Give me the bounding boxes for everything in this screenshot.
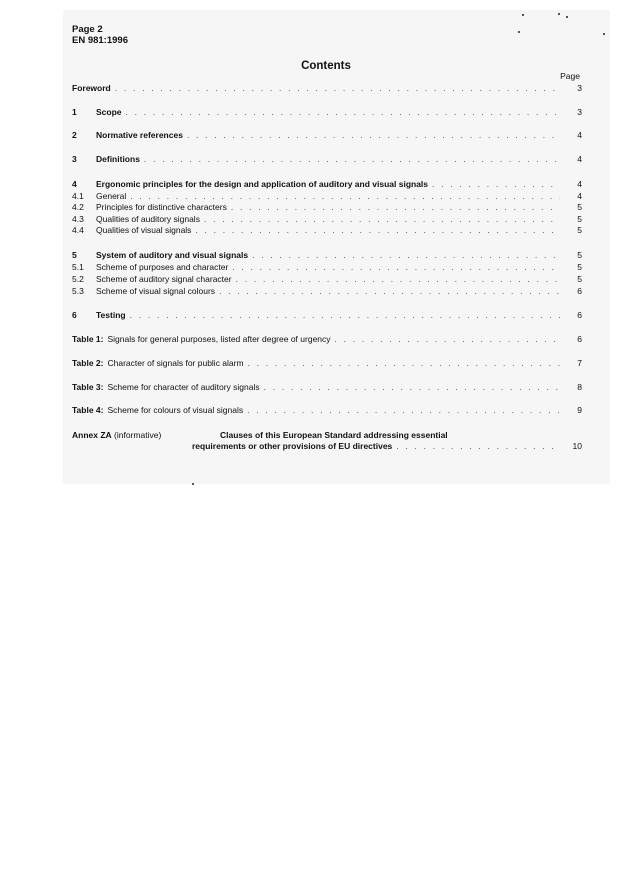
dot-leader bbox=[396, 440, 560, 452]
toc-entry-number: 5 bbox=[72, 250, 77, 260]
table-page: 7 bbox=[577, 358, 582, 368]
toc-table-1[interactable] bbox=[72, 333, 582, 345]
toc-entry-number: 6 bbox=[72, 310, 77, 320]
dot-leader bbox=[264, 381, 560, 393]
toc-entry-page: 5 bbox=[577, 274, 582, 284]
scan-speck bbox=[603, 33, 605, 35]
toc-entry-page: 3 bbox=[577, 83, 582, 93]
toc-entry-foreword[interactable] bbox=[72, 82, 582, 94]
toc-table-2[interactable] bbox=[72, 357, 582, 369]
toc-entry-page: 5 bbox=[577, 262, 582, 272]
toc-entry-title: Qualities of auditory signals bbox=[96, 214, 200, 224]
toc-entry-number: 4.4 bbox=[72, 225, 84, 235]
toc-entry-purposes-character[interactable] bbox=[72, 261, 582, 273]
toc-entry-title: Ergonomic principles for the design and application of auditory and visual signals bbox=[96, 179, 429, 189]
toc-entry-title: Normative references bbox=[96, 130, 183, 140]
toc-entry-number: 2 bbox=[72, 130, 77, 140]
page-number-header: Page 2 bbox=[72, 24, 103, 35]
table-title: Scheme for character of auditory signals bbox=[107, 382, 260, 392]
toc-entry-title: Principles for distinctive characters bbox=[96, 202, 227, 212]
dot-leader bbox=[231, 201, 560, 213]
toc-entry-number: 3 bbox=[72, 154, 77, 164]
annex-title-line-2: requirements or other provisions of EU directives bbox=[192, 441, 393, 451]
annex-type: (informative) bbox=[114, 430, 162, 440]
annex-title-line-2-row bbox=[192, 440, 582, 452]
scan-speck bbox=[518, 31, 520, 33]
table-title: Scheme for colours of visual signals bbox=[107, 405, 244, 415]
table-title: Character of signals for public alarm bbox=[107, 358, 244, 368]
table-label: Table 1: bbox=[72, 334, 104, 344]
toc-entry-visual-qualities[interactable] bbox=[72, 224, 582, 236]
toc-entry-number: 4.1 bbox=[72, 191, 84, 201]
scan-speck bbox=[192, 483, 194, 485]
toc-entry-page: 4 bbox=[577, 179, 582, 189]
contents-title: Contents bbox=[301, 60, 351, 72]
toc-entry-testing[interactable] bbox=[72, 309, 582, 321]
toc-entry-title: Foreword bbox=[72, 83, 111, 93]
toc-entry-title: General bbox=[96, 191, 127, 201]
toc-entry-page: 4 bbox=[577, 130, 582, 140]
toc-entry-page: 4 bbox=[577, 154, 582, 164]
table-title: Signals for general purposes, listed after degree of urgency bbox=[107, 334, 331, 344]
dot-leader bbox=[126, 106, 560, 118]
annex-label: Annex ZA bbox=[72, 430, 112, 440]
toc-entry-title: Scheme of auditory signal character bbox=[96, 274, 232, 284]
toc-entry-number: 5.3 bbox=[72, 286, 84, 296]
toc-table-3[interactable] bbox=[72, 381, 582, 393]
dot-leader bbox=[236, 273, 560, 285]
toc-entry-normative-references[interactable] bbox=[72, 129, 582, 141]
table-page: 9 bbox=[577, 405, 582, 415]
dot-leader bbox=[115, 82, 560, 94]
table-label: Table 4: bbox=[72, 405, 104, 415]
toc-entry-number: 4.3 bbox=[72, 214, 84, 224]
dot-leader bbox=[232, 261, 560, 273]
toc-entry-ergonomic-principles[interactable] bbox=[72, 178, 582, 190]
toc-entry-title: Scope bbox=[96, 107, 122, 117]
toc-entry-title: Testing bbox=[96, 310, 126, 320]
dot-leader bbox=[144, 153, 560, 165]
scan-speck bbox=[558, 13, 560, 15]
dot-leader bbox=[335, 333, 560, 345]
page-column-label: Page bbox=[560, 71, 580, 81]
toc-entry-page: 4 bbox=[577, 191, 582, 201]
table-page: 8 bbox=[577, 382, 582, 392]
dot-leader bbox=[130, 309, 560, 321]
toc-entry-page: 5 bbox=[577, 214, 582, 224]
toc-entry-number: 5.1 bbox=[72, 262, 84, 272]
standard-number-header: EN 981:1996 bbox=[72, 35, 128, 46]
dot-leader bbox=[432, 178, 560, 190]
toc-entry-title: Scheme of visual signal colours bbox=[96, 286, 216, 296]
toc-entry-title: Definitions bbox=[96, 154, 140, 164]
toc-entry-page: 6 bbox=[577, 286, 582, 296]
toc-entry-number: 4.2 bbox=[72, 202, 84, 212]
table-label: Table 3: bbox=[72, 382, 104, 392]
annex-label-group bbox=[72, 429, 161, 441]
toc-entry-visual-colours[interactable] bbox=[72, 285, 582, 297]
toc-entry-distinctive-characters[interactable] bbox=[72, 201, 582, 213]
toc-table-4[interactable] bbox=[72, 404, 582, 416]
dot-leader bbox=[247, 404, 560, 416]
toc-entry-system-of-signals[interactable] bbox=[72, 249, 582, 261]
dot-leader bbox=[187, 129, 560, 141]
annex-page: 10 bbox=[572, 441, 582, 451]
toc-entry-page: 6 bbox=[577, 310, 582, 320]
dot-leader bbox=[248, 357, 560, 369]
toc-entry-page: 5 bbox=[577, 202, 582, 212]
dot-leader bbox=[252, 249, 560, 261]
dot-leader bbox=[195, 224, 560, 236]
toc-entry-page: 5 bbox=[577, 225, 582, 235]
toc-entry-title: Scheme of purposes and character bbox=[96, 262, 229, 272]
toc-entry-number: 4 bbox=[72, 179, 77, 189]
toc-entry-page: 3 bbox=[577, 107, 582, 117]
table-label: Table 2: bbox=[72, 358, 104, 368]
dot-leader bbox=[219, 285, 560, 297]
toc-entry-number: 1 bbox=[72, 107, 77, 117]
toc-entry-number: 5.2 bbox=[72, 274, 84, 284]
scan-speck bbox=[522, 14, 524, 16]
toc-entry-title: System of auditory and visual signals bbox=[96, 250, 249, 260]
toc-entry-auditory-character[interactable] bbox=[72, 273, 582, 285]
toc-entry-title: Qualities of visual signals bbox=[96, 225, 192, 235]
toc-entry-page: 5 bbox=[577, 250, 582, 260]
scan-speck bbox=[566, 16, 568, 18]
toc-entry-definitions[interactable] bbox=[72, 153, 582, 165]
annex-title-line-1: Clauses of this European Standard addressing essential bbox=[220, 430, 448, 440]
toc-entry-scope[interactable] bbox=[72, 106, 582, 118]
table-page: 6 bbox=[577, 334, 582, 344]
